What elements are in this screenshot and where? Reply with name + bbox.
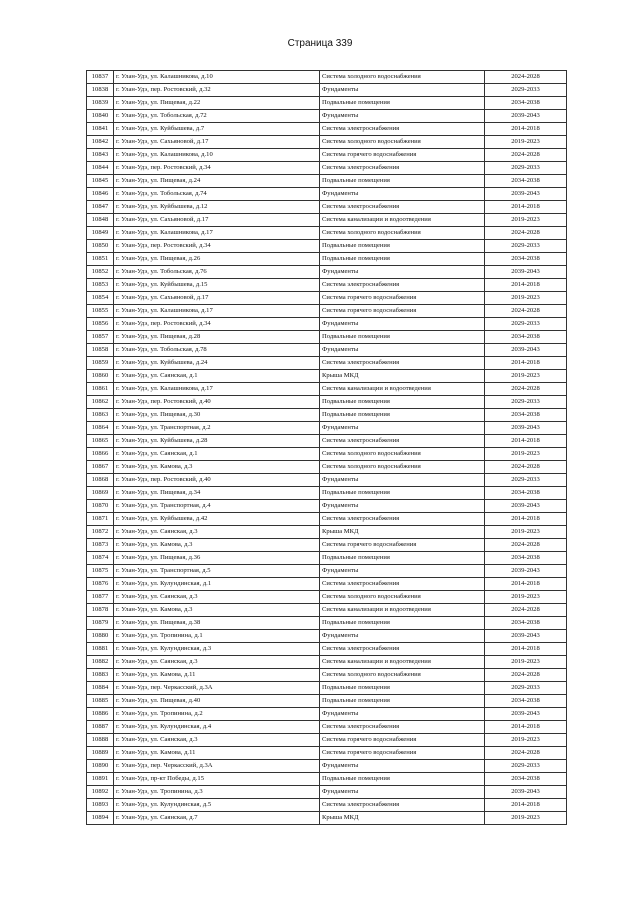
system-cell: Система электроснабжения [320, 578, 485, 591]
row-number: 10848 [87, 214, 114, 227]
table-row [87, 734, 567, 747]
address-cell: г. Улан-Удэ, ул. Тобольская, д.78 [114, 344, 320, 357]
row-number: 10864 [87, 422, 114, 435]
period-cell: 2039-2043 [485, 630, 567, 643]
address-cell: г. Улан-Удэ, ул. Кулундинская, д.3 [114, 643, 320, 656]
system-cell: Система электроснабжения [320, 201, 485, 214]
period-cell: 2019-2023 [485, 526, 567, 539]
period-cell: 2029-2033 [485, 396, 567, 409]
period-cell: 2039-2043 [485, 500, 567, 513]
row-number: 10860 [87, 370, 114, 383]
page-title: Страница 339 [287, 38, 353, 49]
period-cell: 2039-2043 [485, 565, 567, 578]
row-number: 10850 [87, 240, 114, 253]
system-cell: Система горячего водоснабжения [320, 747, 485, 760]
table-row [87, 578, 567, 591]
address-cell: г. Улан-Удэ, пер. Черкасский, д.3А [114, 682, 320, 695]
table-row [87, 565, 567, 578]
system-cell: Система электроснабжения [320, 721, 485, 734]
period-cell: 2014-2018 [485, 578, 567, 591]
table-row [87, 71, 567, 84]
table-row [87, 409, 567, 422]
period-cell: 2019-2023 [485, 591, 567, 604]
table-row [87, 240, 567, 253]
table-row [87, 136, 567, 149]
period-cell: 2014-2018 [485, 799, 567, 812]
system-cell: Система канализации и водоотведения [320, 383, 485, 396]
row-number: 10885 [87, 695, 114, 708]
period-cell: 2034-2038 [485, 97, 567, 110]
address-cell: г. Улан-Удэ, ул. Куйбышева, д.7 [114, 123, 320, 136]
table-row [87, 604, 567, 617]
address-cell: г. Улан-Удэ, пер. Черкасский, д.3А [114, 760, 320, 773]
period-cell: 2029-2033 [485, 682, 567, 695]
address-cell: г. Улан-Удэ, пр-кт Победы, д.15 [114, 773, 320, 786]
row-number: 10856 [87, 318, 114, 331]
address-cell: г. Улан-Удэ, ул. Саянская, д.3 [114, 656, 320, 669]
system-cell: Система канализации и водоотведения [320, 214, 485, 227]
table-row [87, 539, 567, 552]
table-row [87, 487, 567, 500]
period-cell: 2019-2023 [485, 136, 567, 149]
table-row [87, 630, 567, 643]
address-cell: г. Улан-Удэ, ул. Пищевая, д.40 [114, 695, 320, 708]
system-cell: Фундаменты [320, 630, 485, 643]
row-number: 10862 [87, 396, 114, 409]
system-cell: Крыша МКД [320, 812, 485, 825]
table-row [87, 435, 567, 448]
system-cell: Система электроснабжения [320, 357, 485, 370]
table-row [87, 552, 567, 565]
row-number: 10869 [87, 487, 114, 500]
system-cell: Фундаменты [320, 318, 485, 331]
table-row [87, 500, 567, 513]
table-row [87, 149, 567, 162]
row-number: 10870 [87, 500, 114, 513]
period-cell: 2014-2018 [485, 357, 567, 370]
address-cell: г. Улан-Удэ, ул. Саянская, д.1 [114, 370, 320, 383]
period-cell: 2014-2018 [485, 721, 567, 734]
system-cell: Подвальные помещения [320, 682, 485, 695]
table-row [87, 396, 567, 409]
system-cell: Система электроснабжения [320, 279, 485, 292]
table-row [87, 617, 567, 630]
table-row [87, 227, 567, 240]
address-cell: г. Улан-Удэ, пер. Ростовский, д.34 [114, 318, 320, 331]
period-cell: 2024-2028 [485, 227, 567, 240]
system-cell: Фундаменты [320, 500, 485, 513]
system-cell: Система канализации и водоотведения [320, 604, 485, 617]
system-cell: Фундаменты [320, 708, 485, 721]
row-number: 10871 [87, 513, 114, 526]
table-row [87, 747, 567, 760]
row-number: 10875 [87, 565, 114, 578]
period-cell: 2024-2028 [485, 71, 567, 84]
address-cell: г. Улан-Удэ, ул. Калашникова, д.10 [114, 71, 320, 84]
row-number: 10853 [87, 279, 114, 292]
period-cell: 2014-2018 [485, 513, 567, 526]
address-cell: г. Улан-Удэ, ул. Транспортная, д.2 [114, 422, 320, 435]
address-cell: г. Улан-Удэ, ул. Саянская, д.3 [114, 734, 320, 747]
row-number: 10855 [87, 305, 114, 318]
address-cell: г. Улан-Удэ, ул. Тобольская, д.74 [114, 188, 320, 201]
table-row [87, 799, 567, 812]
system-cell: Фундаменты [320, 422, 485, 435]
system-cell: Фундаменты [320, 266, 485, 279]
table-row [87, 682, 567, 695]
system-cell: Фундаменты [320, 474, 485, 487]
address-cell: г. Улан-Удэ, пер. Ростовский, д.40 [114, 474, 320, 487]
period-cell: 2034-2038 [485, 409, 567, 422]
row-number: 10867 [87, 461, 114, 474]
system-cell: Система горячего водоснабжения [320, 734, 485, 747]
period-cell: 2024-2028 [485, 604, 567, 617]
address-cell: г. Улан-Удэ, ул. Сахьяновой, д.17 [114, 214, 320, 227]
table-row [87, 695, 567, 708]
period-cell: 2014-2018 [485, 643, 567, 656]
address-cell: г. Улан-Удэ, ул. Сахьяновой, д.17 [114, 292, 320, 305]
row-number: 10893 [87, 799, 114, 812]
period-cell: 2029-2033 [485, 318, 567, 331]
table-row [87, 422, 567, 435]
system-cell: Фундаменты [320, 188, 485, 201]
row-number: 10846 [87, 188, 114, 201]
row-number: 10844 [87, 162, 114, 175]
address-cell: г. Улан-Удэ, ул. Тобольская, д.72 [114, 110, 320, 123]
period-cell: 2024-2028 [485, 461, 567, 474]
row-number: 10858 [87, 344, 114, 357]
period-cell: 2039-2043 [485, 266, 567, 279]
system-cell: Фундаменты [320, 84, 485, 97]
row-number: 10888 [87, 734, 114, 747]
address-cell: г. Улан-Удэ, ул. Камова, д.3 [114, 539, 320, 552]
period-cell: 2024-2028 [485, 383, 567, 396]
system-cell: Крыша МКД [320, 370, 485, 383]
row-number: 10878 [87, 604, 114, 617]
period-cell: 2034-2038 [485, 331, 567, 344]
system-cell: Подвальные помещения [320, 773, 485, 786]
period-cell: 2024-2028 [485, 539, 567, 552]
system-cell: Подвальные помещения [320, 240, 485, 253]
system-cell: Система горячего водоснабжения [320, 149, 485, 162]
address-cell: г. Улан-Удэ, пер. Ростовский, д.32 [114, 84, 320, 97]
period-cell: 2019-2023 [485, 656, 567, 669]
table-row [87, 214, 567, 227]
system-cell: Подвальные помещения [320, 487, 485, 500]
system-cell: Подвальные помещения [320, 617, 485, 630]
table-row [87, 162, 567, 175]
address-cell: г. Улан-Удэ, ул. Пищевая, д.22 [114, 97, 320, 110]
address-cell: г. Улан-Удэ, ул. Пищевая, д.38 [114, 617, 320, 630]
row-number: 10863 [87, 409, 114, 422]
address-cell: г. Улан-Удэ, ул. Пищевая, д.30 [114, 409, 320, 422]
address-cell: г. Улан-Удэ, ул. Камова, д.11 [114, 669, 320, 682]
row-number: 10874 [87, 552, 114, 565]
system-cell: Система электроснабжения [320, 435, 485, 448]
address-cell: г. Улан-Удэ, ул. Куйбышева, д.24 [114, 357, 320, 370]
row-number: 10872 [87, 526, 114, 539]
period-cell: 2014-2018 [485, 279, 567, 292]
address-cell: г. Улан-Удэ, ул. Саянская, д.3 [114, 591, 320, 604]
row-number: 10852 [87, 266, 114, 279]
address-cell: г. Улан-Удэ, ул. Кулундинская, д.4 [114, 721, 320, 734]
address-cell: г. Улан-Удэ, ул. Кулундинская, д.5 [114, 799, 320, 812]
period-cell: 2024-2028 [485, 149, 567, 162]
system-cell: Система электроснабжения [320, 513, 485, 526]
period-cell: 2014-2018 [485, 435, 567, 448]
period-cell: 2034-2038 [485, 617, 567, 630]
address-cell: г. Улан-Удэ, ул. Калашникова, д.10 [114, 149, 320, 162]
row-number: 10883 [87, 669, 114, 682]
row-number: 10865 [87, 435, 114, 448]
table-row [87, 786, 567, 799]
row-number: 10876 [87, 578, 114, 591]
system-cell: Система электроснабжения [320, 799, 485, 812]
table-row [87, 266, 567, 279]
register-table [86, 70, 567, 825]
period-cell: 2019-2023 [485, 734, 567, 747]
table-row [87, 84, 567, 97]
period-cell: 2034-2038 [485, 253, 567, 266]
address-cell: г. Улан-Удэ, ул. Пищевая, д.28 [114, 331, 320, 344]
system-cell: Система холодного водоснабжения [320, 448, 485, 461]
system-cell: Система холодного водоснабжения [320, 136, 485, 149]
period-cell: 2014-2018 [485, 201, 567, 214]
address-cell: г. Улан-Удэ, ул. Кулундинская, д.1 [114, 578, 320, 591]
system-cell: Подвальные помещения [320, 97, 485, 110]
row-number: 10840 [87, 110, 114, 123]
table-row [87, 370, 567, 383]
table-row [87, 123, 567, 136]
table-row [87, 474, 567, 487]
period-cell: 2019-2023 [485, 370, 567, 383]
table-row [87, 188, 567, 201]
period-cell: 2039-2043 [485, 110, 567, 123]
table-row [87, 461, 567, 474]
row-number: 10879 [87, 617, 114, 630]
period-cell: 2034-2038 [485, 487, 567, 500]
address-cell: г. Улан-Удэ, ул. Камова, д.11 [114, 747, 320, 760]
system-cell: Подвальные помещения [320, 331, 485, 344]
period-cell: 2024-2028 [485, 747, 567, 760]
row-number: 10894 [87, 812, 114, 825]
address-cell: г. Улан-Удэ, ул. Калашникова, д.17 [114, 305, 320, 318]
table-row [87, 357, 567, 370]
table-row [87, 526, 567, 539]
table-row [87, 175, 567, 188]
address-cell: г. Улан-Удэ, ул. Камова, д.3 [114, 604, 320, 617]
period-cell: 2019-2023 [485, 292, 567, 305]
system-cell: Подвальные помещения [320, 253, 485, 266]
row-number: 10843 [87, 149, 114, 162]
period-cell: 2014-2018 [485, 123, 567, 136]
row-number: 10839 [87, 97, 114, 110]
row-number: 10881 [87, 643, 114, 656]
period-cell: 2034-2038 [485, 175, 567, 188]
table-row [87, 292, 567, 305]
table-row [87, 279, 567, 292]
row-number: 10861 [87, 383, 114, 396]
period-cell: 2039-2043 [485, 708, 567, 721]
table-row [87, 656, 567, 669]
row-number: 10889 [87, 747, 114, 760]
system-cell: Фундаменты [320, 760, 485, 773]
table-row [87, 331, 567, 344]
system-cell: Система горячего водоснабжения [320, 292, 485, 305]
row-number: 10884 [87, 682, 114, 695]
row-number: 10886 [87, 708, 114, 721]
table-row [87, 383, 567, 396]
table-row [87, 201, 567, 214]
row-number: 10847 [87, 201, 114, 214]
address-cell: г. Улан-Удэ, ул. Тропинина, д.2 [114, 708, 320, 721]
row-number: 10842 [87, 136, 114, 149]
table-row [87, 318, 567, 331]
address-cell: г. Улан-Удэ, ул. Саянская, д.3 [114, 526, 320, 539]
system-cell: Система электроснабжения [320, 643, 485, 656]
table-row [87, 253, 567, 266]
address-cell: г. Улан-Удэ, пер. Ростовский, д.34 [114, 240, 320, 253]
table-row [87, 344, 567, 357]
row-number: 10877 [87, 591, 114, 604]
row-number: 10851 [87, 253, 114, 266]
system-cell: Система электроснабжения [320, 123, 485, 136]
period-cell: 2034-2038 [485, 773, 567, 786]
table-row [87, 305, 567, 318]
row-number: 10845 [87, 175, 114, 188]
table-row [87, 721, 567, 734]
address-cell: г. Улан-Удэ, ул. Калашникова, д.17 [114, 227, 320, 240]
table-row [87, 448, 567, 461]
row-number: 10849 [87, 227, 114, 240]
address-cell: г. Улан-Удэ, ул. Куйбышева, д.12 [114, 201, 320, 214]
address-cell: г. Улан-Удэ, ул. Тропинина, д.3 [114, 786, 320, 799]
row-number: 10868 [87, 474, 114, 487]
system-cell: Подвальные помещения [320, 552, 485, 565]
row-number: 10841 [87, 123, 114, 136]
system-cell: Система холодного водоснабжения [320, 461, 485, 474]
address-cell: г. Улан-Удэ, пер. Ростовский, д.40 [114, 396, 320, 409]
period-cell: 2039-2043 [485, 422, 567, 435]
system-cell: Фундаменты [320, 786, 485, 799]
table-row [87, 760, 567, 773]
address-cell: г. Улан-Удэ, ул. Куйбышева, д.15 [114, 279, 320, 292]
system-cell: Система горячего водоснабжения [320, 305, 485, 318]
row-number: 10890 [87, 760, 114, 773]
system-cell: Фундаменты [320, 344, 485, 357]
address-cell: г. Улан-Удэ, ул. Куйбышева, д.42 [114, 513, 320, 526]
row-number: 10837 [87, 71, 114, 84]
table-row [87, 643, 567, 656]
period-cell: 2029-2033 [485, 474, 567, 487]
period-cell: 2034-2038 [485, 552, 567, 565]
register-table-body [87, 71, 567, 825]
address-cell: г. Улан-Удэ, ул. Транспортная, д.4 [114, 500, 320, 513]
table-row [87, 812, 567, 825]
system-cell: Система горячего водоснабжения [320, 539, 485, 552]
address-cell: г. Улан-Удэ, ул. Саянская, д.1 [114, 448, 320, 461]
period-cell: 2029-2033 [485, 162, 567, 175]
table-row [87, 97, 567, 110]
row-number: 10838 [87, 84, 114, 97]
period-cell: 2029-2033 [485, 84, 567, 97]
row-number: 10882 [87, 656, 114, 669]
period-cell: 2019-2023 [485, 448, 567, 461]
period-cell: 2024-2028 [485, 305, 567, 318]
row-number: 10880 [87, 630, 114, 643]
period-cell: 2029-2033 [485, 760, 567, 773]
address-cell: г. Улан-Удэ, ул. Пищевая, д.34 [114, 487, 320, 500]
system-cell: Подвальные помещения [320, 396, 485, 409]
system-cell: Система электроснабжения [320, 162, 485, 175]
table-row [87, 708, 567, 721]
row-number: 10887 [87, 721, 114, 734]
period-cell: 2039-2043 [485, 188, 567, 201]
table-row [87, 591, 567, 604]
row-number: 10892 [87, 786, 114, 799]
system-cell: Подвальные помещения [320, 695, 485, 708]
period-cell: 2039-2043 [485, 786, 567, 799]
address-cell: г. Улан-Удэ, ул. Куйбышева, д.28 [114, 435, 320, 448]
table-row [87, 669, 567, 682]
row-number: 10859 [87, 357, 114, 370]
address-cell: г. Улан-Удэ, ул. Пищевая, д.26 [114, 253, 320, 266]
address-cell: г. Улан-Удэ, ул. Саянская, д.7 [114, 812, 320, 825]
address-cell: г. Улан-Удэ, ул. Калашникова, д.17 [114, 383, 320, 396]
system-cell: Крыша МКД [320, 526, 485, 539]
address-cell: г. Улан-Удэ, ул. Сахьяновой, д.17 [114, 136, 320, 149]
system-cell: Подвальные помещения [320, 409, 485, 422]
system-cell: Система холодного водоснабжения [320, 227, 485, 240]
table-row [87, 513, 567, 526]
system-cell: Подвальные помещения [320, 175, 485, 188]
period-cell: 2029-2033 [485, 240, 567, 253]
table-row [87, 773, 567, 786]
system-cell: Система холодного водоснабжения [320, 591, 485, 604]
system-cell: Система канализации и водоотведения [320, 656, 485, 669]
system-cell: Фундаменты [320, 565, 485, 578]
system-cell: Фундаменты [320, 110, 485, 123]
system-cell: Система холодного водоснабжения [320, 669, 485, 682]
period-cell: 2024-2028 [485, 669, 567, 682]
row-number: 10891 [87, 773, 114, 786]
table-row [87, 110, 567, 123]
row-number: 10873 [87, 539, 114, 552]
period-cell: 2034-2038 [485, 695, 567, 708]
row-number: 10857 [87, 331, 114, 344]
row-number: 10854 [87, 292, 114, 305]
period-cell: 2039-2043 [485, 344, 567, 357]
period-cell: 2019-2023 [485, 812, 567, 825]
address-cell: г. Улан-Удэ, пер. Ростовский, д.34 [114, 162, 320, 175]
system-cell: Система холодного водоснабжения [320, 71, 485, 84]
row-number: 10866 [87, 448, 114, 461]
address-cell: г. Улан-Удэ, ул. Тобольская, д.76 [114, 266, 320, 279]
address-cell: г. Улан-Удэ, ул. Транспортная, д.5 [114, 565, 320, 578]
address-cell: г. Улан-Удэ, ул. Тропинина, д.1 [114, 630, 320, 643]
address-cell: г. Улан-Удэ, ул. Пищевая, д.36 [114, 552, 320, 565]
address-cell: г. Улан-Удэ, ул. Пищевая, д.24 [114, 175, 320, 188]
period-cell: 2019-2023 [485, 214, 567, 227]
address-cell: г. Улан-Удэ, ул. Камова, д.3 [114, 461, 320, 474]
